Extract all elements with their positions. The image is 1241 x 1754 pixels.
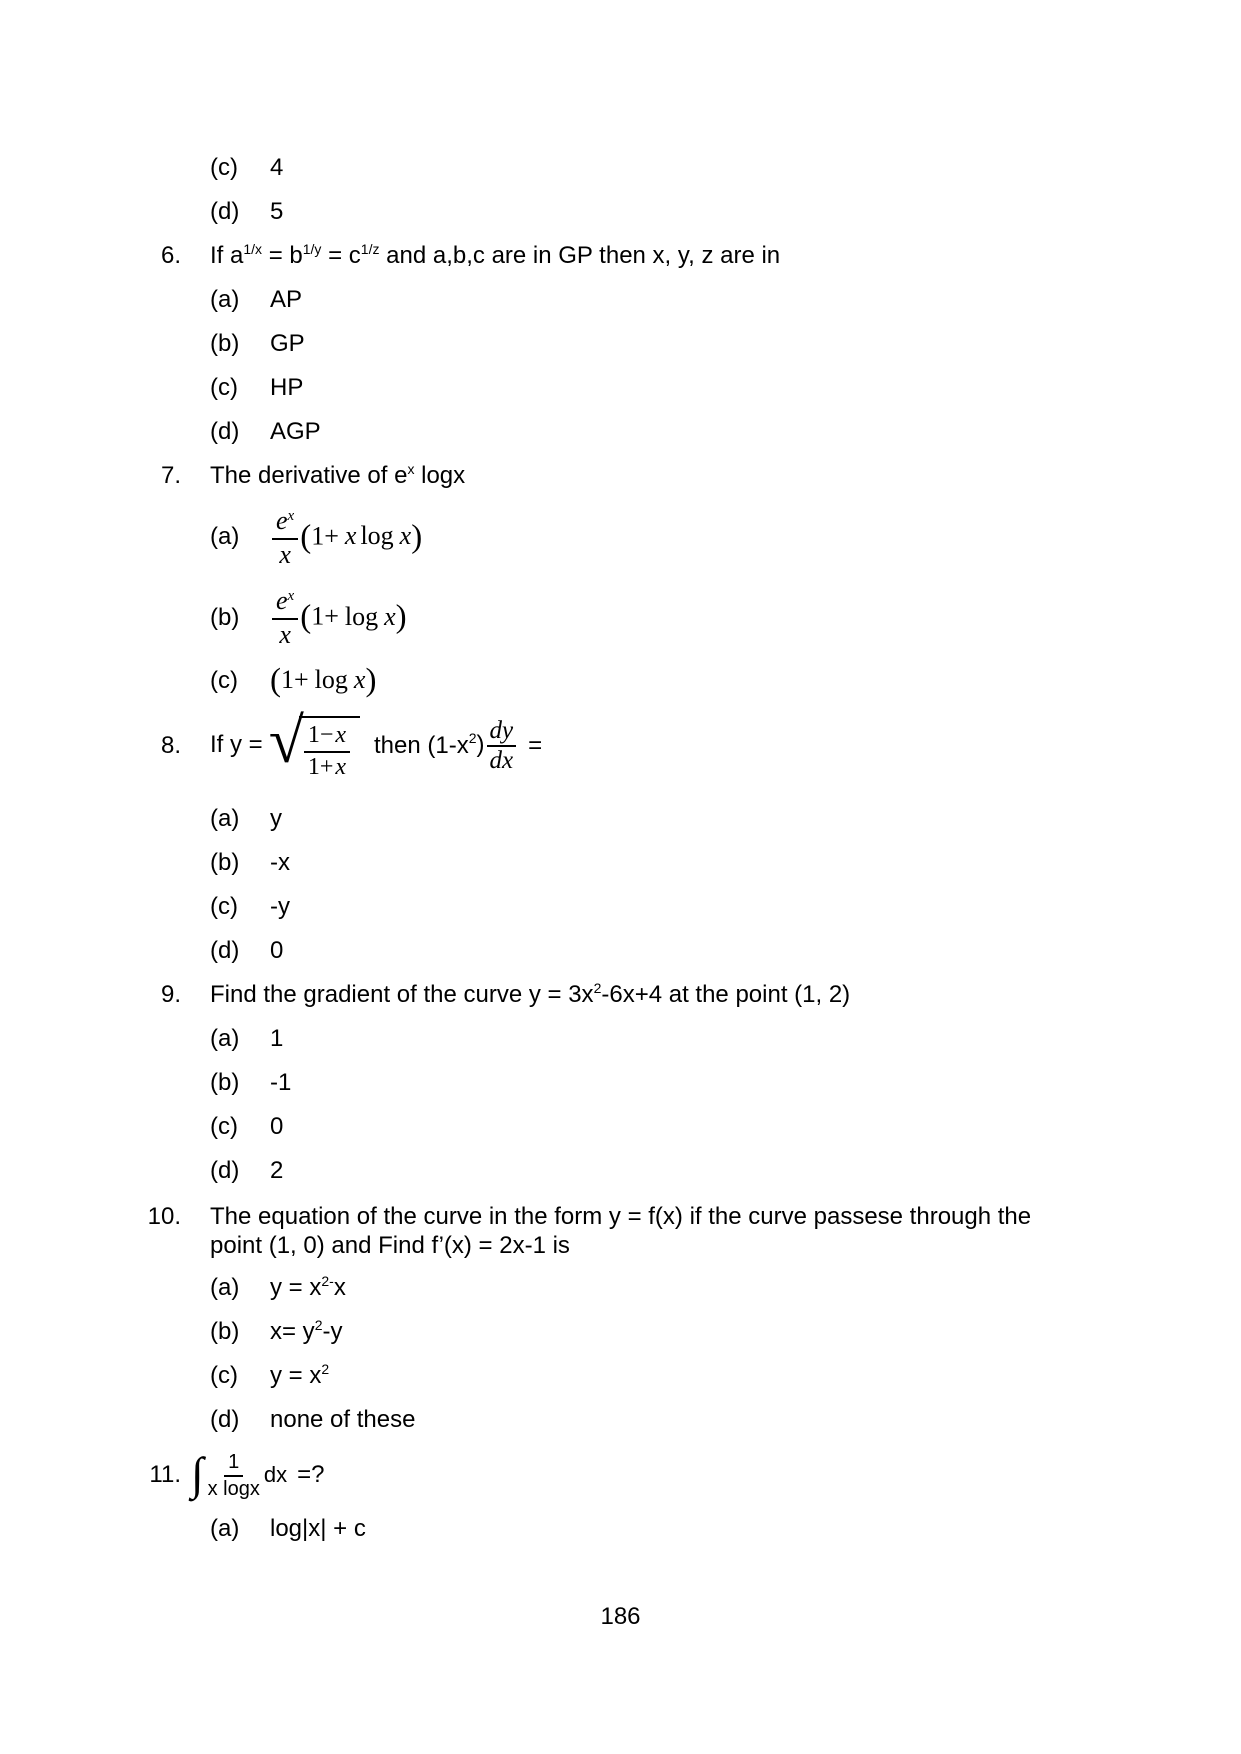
question-number: 7.: [160, 462, 181, 489]
text-segment: ): [476, 731, 485, 759]
option-formula: [270, 663, 377, 699]
fraction-denominator: dx: [489, 747, 514, 775]
math-x: x: [344, 521, 357, 551]
question-text: [210, 463, 465, 489]
option-marker: (c): [210, 667, 238, 695]
superscript-x: x: [287, 508, 295, 524]
radicand: [299, 716, 360, 780]
question-number: 10.: [147, 1203, 181, 1231]
text-segment: If y =: [210, 731, 263, 759]
math-x: x: [335, 722, 347, 749]
text-segment: logx: [414, 462, 466, 489]
option-marker: (d): [210, 1406, 240, 1434]
text-segment: Find the gradient of the curve y = 3x: [210, 981, 594, 1009]
option-marker: (d): [210, 198, 240, 225]
option-text: AGP: [270, 418, 321, 445]
option-formula: [270, 1363, 329, 1389]
one-minus-x-over-one-plus-x-fraction: [304, 722, 350, 780]
q9-option-a: [0, 1026, 1241, 1052]
math-log: log: [360, 521, 394, 551]
math-x: x: [384, 601, 396, 631]
fraction-numerator: dy: [487, 717, 517, 748]
option-marker: (d): [210, 937, 240, 965]
option-marker: (b): [210, 849, 240, 877]
q8-option-b: [0, 850, 1241, 876]
question-7: [0, 463, 1241, 489]
q7-option-a: [0, 507, 1241, 569]
option-text: y: [270, 805, 282, 833]
prev-option-d: [0, 199, 1241, 225]
text-segment: and a,b,c are in GP then x, y, z are in: [379, 242, 781, 269]
question-formula: [191, 1447, 325, 1501]
dy-dx-fraction: [487, 717, 517, 776]
fraction-denominator: x: [279, 619, 291, 649]
math-log: log: [344, 601, 379, 631]
q9-option-d: [0, 1158, 1241, 1184]
fraction-denominator: x logx: [207, 1478, 260, 1501]
q6-option-d: [0, 419, 1241, 445]
option-text: -y: [270, 893, 290, 921]
q11-option-a: [0, 1516, 1241, 1542]
question-text: [210, 1202, 1031, 1260]
option-formula: [270, 1275, 346, 1301]
question-11: [0, 1447, 1241, 1501]
text-segment: -y: [322, 1318, 343, 1346]
math-x: x: [399, 521, 412, 551]
text-segment: then (1-x: [374, 731, 469, 759]
option-text: 1: [270, 1025, 284, 1053]
q10-option-c: [0, 1363, 1241, 1389]
option-formula: [270, 587, 407, 649]
text-segment: =: [528, 731, 543, 759]
option-marker: (b): [210, 1069, 240, 1097]
open-paren: (: [270, 663, 281, 699]
text-segment: = c: [321, 242, 361, 269]
option-marker: (a): [210, 1515, 240, 1543]
question-text: [210, 982, 850, 1008]
dx-label: dx: [263, 1462, 288, 1487]
superscript: x: [407, 461, 415, 477]
option-marker: (a): [210, 523, 240, 551]
text-segment: y = x: [270, 1362, 322, 1390]
question-text: [210, 243, 780, 269]
option-text: GP: [270, 330, 305, 357]
q9-option-b: [0, 1070, 1241, 1096]
question-6: [0, 243, 1241, 269]
equals-question: =?: [297, 1461, 325, 1488]
open-paren: (: [300, 599, 312, 636]
option-marker: (a): [210, 1025, 240, 1053]
superscript: 2: [468, 730, 477, 747]
q8-option-c: [0, 894, 1241, 920]
fraction-numerator: 1: [224, 1451, 243, 1477]
superscript: 2-: [321, 1273, 334, 1290]
option-marker: (c): [210, 154, 238, 181]
option-text: 5: [270, 198, 284, 225]
superscript: 2: [321, 1361, 330, 1378]
text-line-1: The equation of the curve in the form y = f(x) if the curve passese through the: [210, 1203, 1032, 1231]
prev-option-c: [0, 155, 1241, 181]
option-marker: (b): [210, 330, 240, 357]
option-text: none of these: [270, 1406, 416, 1434]
option-text: 0: [270, 937, 284, 965]
q7-option-c: [0, 663, 1241, 699]
math-x: x: [353, 665, 366, 695]
ex-over-x-fraction: [272, 507, 298, 569]
one-over-xlogx-fraction: [208, 1451, 260, 1500]
option-text: 2: [270, 1157, 284, 1185]
q6-option-a: [0, 287, 1241, 313]
q7-option-b: [0, 587, 1241, 649]
option-text: -1: [270, 1069, 292, 1097]
math-e: e: [276, 506, 288, 535]
option-marker: (c): [210, 1113, 238, 1141]
fraction-numerator: [272, 587, 298, 620]
q9-option-c: [0, 1114, 1241, 1140]
integral-sign: ∫: [191, 1447, 204, 1499]
superscript: 2: [314, 1317, 323, 1334]
text-segment: If a: [210, 242, 244, 269]
radical-sign: √: [268, 705, 304, 777]
math-term: 1+: [311, 601, 339, 631]
option-marker: (a): [210, 1274, 240, 1302]
q8-option-a: [0, 806, 1241, 832]
q10-option-a: [0, 1275, 1241, 1301]
question-number: 8.: [160, 731, 181, 759]
close-paren: ): [411, 519, 423, 556]
option-marker: (d): [210, 1157, 240, 1185]
page-number: 186: [600, 1603, 641, 1630]
option-marker: (c): [210, 1362, 238, 1390]
option-marker: (a): [210, 805, 240, 833]
option-marker: (d): [210, 418, 240, 445]
option-formula: [270, 507, 422, 569]
fraction-numerator: [272, 507, 298, 540]
open-paren: (: [300, 519, 312, 556]
option-text: AP: [270, 286, 303, 313]
fraction-numerator: [304, 722, 350, 752]
option-marker: (c): [210, 893, 238, 921]
question-number: 11.: [149, 1461, 181, 1488]
question-10: [0, 1202, 1241, 1260]
superscript: 1/x: [243, 241, 263, 257]
ex-over-x-fraction: [272, 587, 298, 649]
option-text: log|x| + c: [270, 1515, 366, 1543]
superscript: 2: [593, 980, 602, 997]
question-8: [0, 705, 1241, 780]
question-formula: [210, 705, 543, 780]
q10-option-b: [0, 1319, 1241, 1345]
math-term: 1+: [307, 753, 334, 780]
fraction-denominator: [308, 753, 346, 780]
option-marker: (a): [210, 286, 240, 313]
option-text: 4: [270, 154, 284, 181]
question-9: [0, 982, 1241, 1008]
text-segment: x: [333, 1274, 346, 1302]
text-segment: The derivative of e: [210, 462, 408, 489]
math-term: 1−: [307, 722, 334, 749]
superscript: 1/z: [360, 241, 380, 257]
math-term: 1+: [281, 665, 309, 695]
q8-option-d: [0, 938, 1241, 964]
option-marker: (c): [210, 374, 238, 401]
q6-option-b: [0, 331, 1241, 357]
math-log: log: [314, 665, 348, 695]
fraction-denominator: x: [279, 539, 291, 569]
superscript-x: x: [287, 588, 295, 605]
option-text: 0: [270, 1113, 284, 1141]
question-number: 9.: [160, 981, 181, 1009]
q6-option-c: [0, 375, 1241, 401]
square-root: [268, 705, 360, 780]
option-marker: (b): [210, 1318, 240, 1346]
close-paren: ): [365, 663, 377, 699]
math-term: 1+: [311, 521, 339, 551]
text-segment: = b: [262, 242, 303, 269]
text-segment: x= y: [270, 1318, 315, 1346]
option-marker: (b): [210, 603, 240, 631]
superscript: 1/y: [302, 241, 322, 257]
text-segment: y = x: [270, 1274, 322, 1302]
text-segment: -6x+4 at the point (1, 2): [601, 981, 851, 1009]
q10-option-d: [0, 1407, 1241, 1433]
question-number: 6.: [160, 242, 181, 269]
option-text: HP: [270, 374, 304, 401]
option-text: -x: [270, 849, 290, 877]
close-paren: ): [395, 599, 407, 636]
math-x: x: [335, 753, 347, 780]
option-formula: [270, 1319, 342, 1345]
math-e: e: [276, 586, 288, 616]
text-line-2: point (1, 0) and Find f’(x) = 2x-1 is: [210, 1232, 570, 1260]
